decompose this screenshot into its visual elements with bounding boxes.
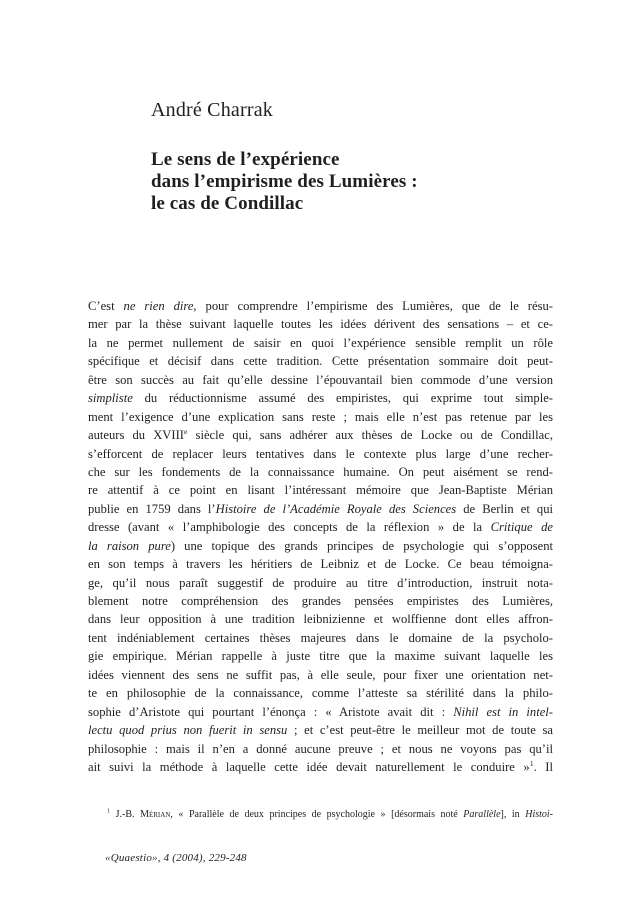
body-text [88, 297, 553, 776]
body-line: blement notre compréhension des grandes pensées empiristes des Lumières, [88, 594, 553, 608]
body-line: dresse (avant « l’amphibologie des concepts de la réflexion » de la Critique de [88, 520, 553, 535]
body-line: tent indéniablement certaines thèses majeures dans le domaine de la psycholo- [88, 630, 553, 645]
body-line: mer par la thèse suivant laquelle toutes les idées dérivent des sensations – et ce- [88, 317, 553, 332]
body-line: publie en 1759 dans l’Histoire de l’Académie Royale des Sciences de Berlin et qui [88, 501, 553, 516]
body-line: philosophie : mais il n’en a donné aucune preuve ; et nous ne voyons pas qu’il [88, 741, 553, 756]
body-line: C’est ne rien dire, pour comprendre l’empirisme des Lumières, que de le résu- [88, 299, 553, 313]
title-line: dans l’empirisme des Lumières : [151, 171, 418, 192]
body-line: simpliste du réductionnisme assumé des empiristes, qui exprime tout simple- [88, 391, 553, 406]
body-line: te en philosophie de la connaissance, comme l’atteste sa stérilité dans la philo- [88, 686, 553, 701]
article-title [151, 149, 418, 215]
body-line: ge, qu’il nous paraît suggestif de produire au titre d’introduction, instruit nota- [88, 575, 553, 590]
body-line: idées viennent des sens ne suffit pas, à elle seule, pour fixer une orientation net- [88, 667, 553, 682]
body-line: che sur les fondements de la connaissance humaine. On peut aisément se rend- [88, 464, 553, 479]
body-line: gie empirique. Mérian rappelle à juste titre que la maxime suivant laquelle les [88, 649, 553, 664]
journal-citation: «Quaestio», 4 (2004), 229-248 [105, 852, 247, 864]
body-line: auteurs du XVIIIe siècle qui, sans adhérer aux thèses de Locke ou de Condillac, [88, 426, 553, 443]
author-name: André Charrak [151, 99, 273, 121]
body-line: sophie d’Aristote qui pourtant l’énonça : « Aristote avait dit : Nihil est in intel- [88, 704, 553, 719]
body-line: dans leur opposition à une tradition leibnizienne et wolffienne dont elles affron- [88, 612, 553, 627]
title-line: Le sens de l’expérience [151, 149, 340, 170]
title-line: le cas de Condillac [151, 193, 304, 214]
body-line: ait suivi la méthode à laquelle cette idée devait naturellement le conduire »$^1$. Il [88, 758, 553, 774]
body-line: en son temps à travers les héritiers de Leibniz et de Locke. Ce beau témoigna- [88, 557, 553, 572]
body-line: ment l’exigence d’une explication sans reste ; mais elle n’est pas retenue par les [88, 409, 553, 424]
body-line: la raison pure) une topique des grands principes de psychologie qui s’opposent [88, 538, 553, 553]
body-line: lectu quod prius non fuerit in sensu ; et c’est peut-être le meilleur mot de toute sa [88, 723, 553, 738]
body-line: la ne permet nullement de saisir en quoi l’expérience sensible remplit un rôle [88, 335, 553, 350]
body-line: s’efforcent de replacer leurs tentatives dans le contexte plus large d’une recher- [88, 446, 553, 461]
body-line: re attentif à ce point en lisant l’intéressant mémoire que Jean-Baptiste Mérian [88, 483, 553, 498]
body-line: être son succès au fait qu’elle dessine l’épouvantail bien commode d’une version [88, 372, 553, 387]
footnote: $^1$ J.-B. Mérian, « Parallèle de deux principes de psychologie » [désormais noté Parallèle], in Histoi- [107, 807, 554, 820]
body-line: spécifique et décisif dans cette tradition. Cette présentation sommaire doit peut- [88, 354, 553, 369]
